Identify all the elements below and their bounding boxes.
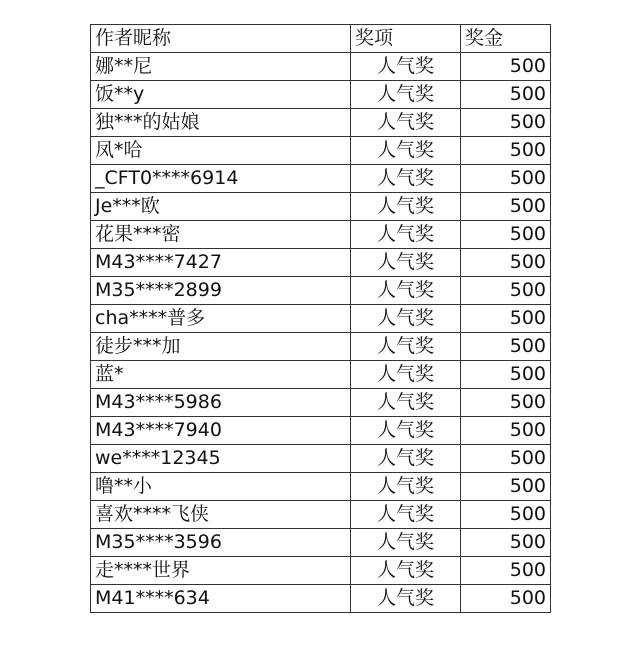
author-nickname-cell: 徒步***加 (91, 333, 351, 361)
amount-cell: 500 (461, 529, 551, 557)
author-nickname-cell: M43****7427 (91, 249, 351, 277)
prize-cell: 人气奖 (351, 81, 461, 109)
prize-cell: 人气奖 (351, 53, 461, 81)
author-nickname-cell: M35****2899 (91, 277, 351, 305)
table-row (91, 473, 551, 501)
author-nickname-cell: 独***的姑娘 (91, 109, 351, 137)
table-row (91, 585, 551, 613)
table-row (91, 137, 551, 165)
author-nickname-cell: Je***欧 (91, 193, 351, 221)
amount-cell: 500 (461, 305, 551, 333)
prize-cell: 人气奖 (351, 333, 461, 361)
amount-cell: 500 (461, 445, 551, 473)
table-row (91, 417, 551, 445)
table-row (91, 361, 551, 389)
table-row (91, 305, 551, 333)
table-row (91, 333, 551, 361)
table-row (91, 389, 551, 417)
author-nickname-cell: M35****3596 (91, 529, 351, 557)
amount-cell: 500 (461, 557, 551, 585)
amount-cell: 500 (461, 277, 551, 305)
table-row (91, 53, 551, 81)
amount-cell: 500 (461, 361, 551, 389)
amount-cell: 500 (461, 389, 551, 417)
table-row (91, 529, 551, 557)
header-prize: 奖项 (351, 25, 461, 53)
amount-cell: 500 (461, 193, 551, 221)
header-row (91, 25, 551, 53)
prize-cell: 人气奖 (351, 109, 461, 137)
amount-cell: 500 (461, 221, 551, 249)
table-row (91, 221, 551, 249)
table-row (91, 445, 551, 473)
prize-cell: 人气奖 (351, 221, 461, 249)
author-nickname-cell: cha****普多 (91, 305, 351, 333)
amount-cell: 500 (461, 53, 551, 81)
table-header (91, 25, 551, 53)
author-nickname-cell: 花果***密 (91, 221, 351, 249)
amount-cell: 500 (461, 473, 551, 501)
amount-cell: 500 (461, 417, 551, 445)
author-nickname-cell: 饭**y (91, 81, 351, 109)
author-nickname-cell: M41****634 (91, 585, 351, 613)
table-row (91, 557, 551, 585)
prize-cell: 人气奖 (351, 277, 461, 305)
table-row (91, 165, 551, 193)
prize-cell: 人气奖 (351, 165, 461, 193)
author-nickname-cell: _CFT0****6914 (91, 165, 351, 193)
prize-cell: 人气奖 (351, 417, 461, 445)
amount-cell: 500 (461, 501, 551, 529)
amount-cell: 500 (461, 165, 551, 193)
prize-cell: 人气奖 (351, 585, 461, 613)
author-nickname-cell: 喜欢****飞侠 (91, 501, 351, 529)
prize-cell: 人气奖 (351, 473, 461, 501)
table-row (91, 249, 551, 277)
author-nickname-cell: M43****5986 (91, 389, 351, 417)
amount-cell: 500 (461, 249, 551, 277)
author-nickname-cell: 娜**尼 (91, 53, 351, 81)
table-row (91, 193, 551, 221)
author-nickname-cell: 噜**小 (91, 473, 351, 501)
prize-cell: 人气奖 (351, 557, 461, 585)
prize-cell: 人气奖 (351, 501, 461, 529)
amount-cell: 500 (461, 137, 551, 165)
prize-cell: 人气奖 (351, 305, 461, 333)
prize-cell: 人气奖 (351, 137, 461, 165)
amount-cell: 500 (461, 81, 551, 109)
table-row (91, 501, 551, 529)
table-row (91, 81, 551, 109)
author-nickname-cell: 凤*哈 (91, 137, 351, 165)
author-nickname-cell: M43****7940 (91, 417, 351, 445)
amount-cell: 500 (461, 585, 551, 613)
author-nickname-cell: we****12345 (91, 445, 351, 473)
author-nickname-cell: 走****世界 (91, 557, 351, 585)
prize-cell: 人气奖 (351, 193, 461, 221)
prize-cell: 人气奖 (351, 249, 461, 277)
award-table (90, 24, 551, 613)
table-row (91, 277, 551, 305)
prize-cell: 人气奖 (351, 389, 461, 417)
prize-cell: 人气奖 (351, 361, 461, 389)
header-amount: 奖金 (461, 25, 551, 53)
amount-cell: 500 (461, 109, 551, 137)
table-row (91, 109, 551, 137)
prize-cell: 人气奖 (351, 529, 461, 557)
amount-cell: 500 (461, 333, 551, 361)
author-nickname-cell: 蓝* (91, 361, 351, 389)
header-author-nickname: 作者昵称 (91, 25, 351, 53)
table-body (91, 53, 551, 613)
prize-cell: 人气奖 (351, 445, 461, 473)
